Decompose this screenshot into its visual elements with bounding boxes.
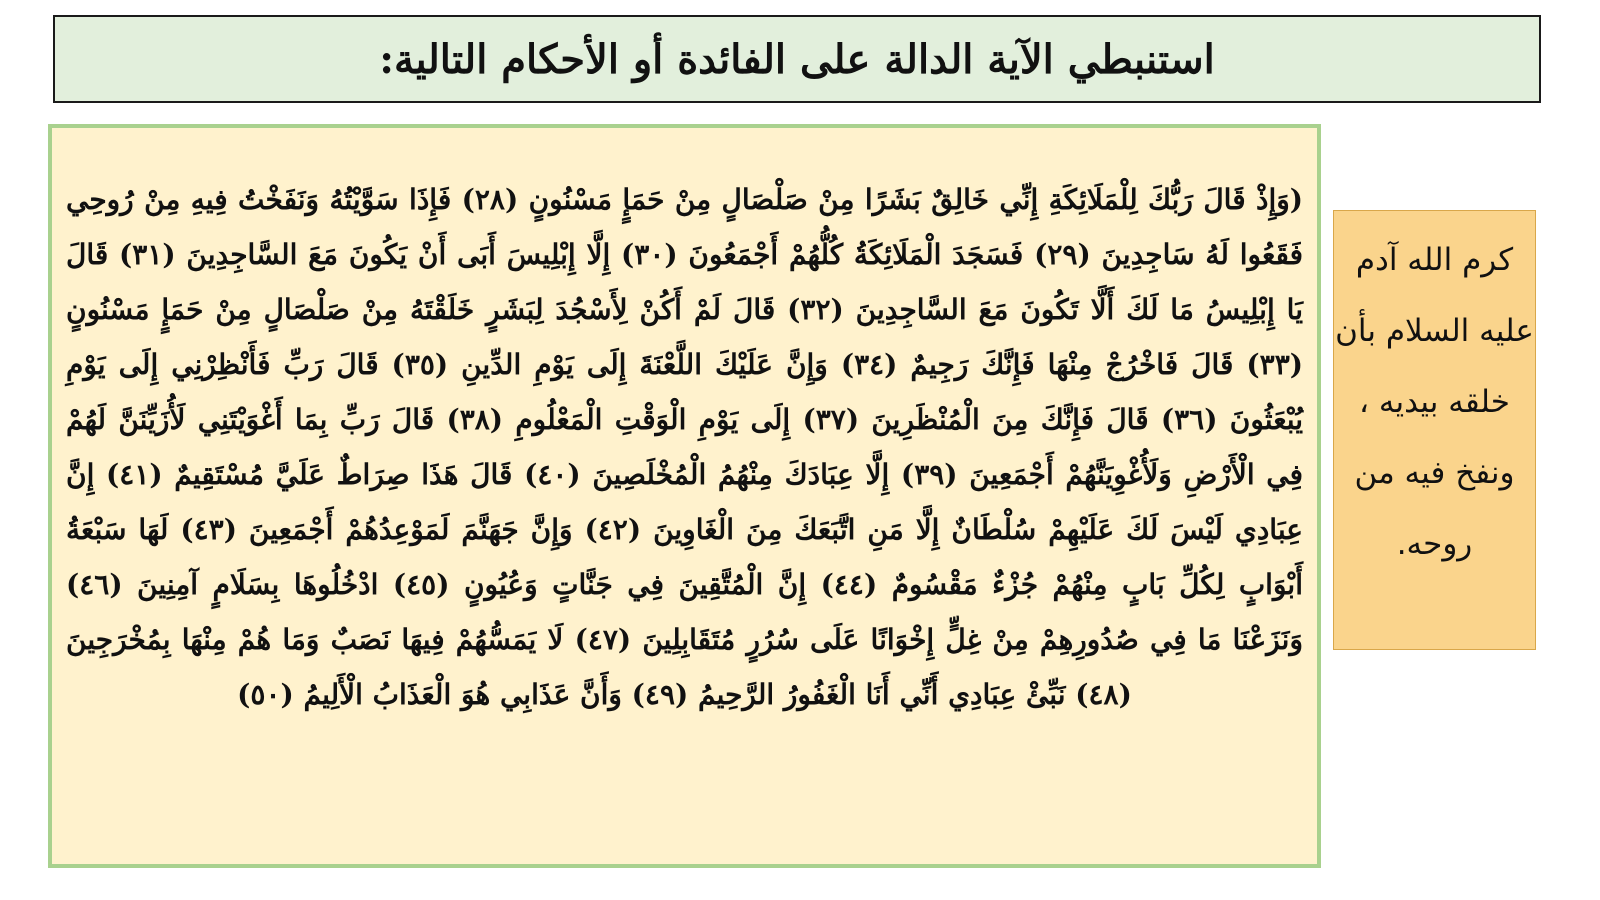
- verses-panel: [48, 124, 1321, 868]
- note-text: كرم الله آدم عليه السلام بأن خلقه بيديه ، ونفخ فيه من روحه.: [1335, 242, 1534, 562]
- quran-verses-text: (وَإِذْ قَالَ رَبُّكَ لِلْمَلَائِكَةِ إِنِّي خَالِقٌ بَشَرًا مِنْ صَلْصَالٍ مِنْ حَمَإٍ مَسْنُونٍ (٢٨) فَإِذَا سَوَّيْتُهُ وَنَفَخْتُ فِيهِ مِنْ رُوحِي فَقَعُوا لَهُ سَاجِدِينَ (٢٩) فَسَجَدَ الْمَلَائِكَةُ كُلُّهُمْ أَجْمَعُونَ (٣٠) إِلَّا إِبْلِيسَ أَبَى أَنْ يَكُونَ مَعَ السَّاجِدِينَ (٣١) قَالَ يَا إِبْلِيسُ مَا لَكَ أَلَّا تَكُونَ مَعَ السَّاجِدِينَ (٣٢) قَالَ لَمْ أَكُنْ لِأَسْجُدَ لِبَشَرٍ خَلَقْتَهُ مِنْ صَلْصَالٍ مِنْ حَمَإٍ مَسْنُونٍ (٣٣) قَالَ فَاخْرُجْ مِنْهَا فَإِنَّكَ رَجِيمٌ (٣٤) وَإِنَّ عَلَيْكَ اللَّعْنَةَ إِلَى يَوْمِ الدِّينِ (٣٥) قَالَ رَبِّ فَأَنْظِرْنِي إِلَى يَوْمِ يُبْعَثُونَ (٣٦) قَالَ فَإِنَّكَ مِنَ الْمُنْظَرِينَ (٣٧) إِلَى يَوْمِ الْوَقْتِ الْمَعْلُومِ (٣٨) قَالَ رَبِّ بِمَا أَغْوَيْتَنِي لَأُزَيِّنَنَّ لَهُمْ فِي الْأَرْضِ وَلَأُغْوِيَنَّهُمْ أَجْمَعِينَ (٣٩) إِلَّا عِبَادَكَ مِنْهُمُ الْمُخْلَصِينَ (٤٠) قَالَ هَذَا صِرَاطٌ عَلَيَّ مُسْتَقِيمٌ (٤١) إِنَّ عِبَادِي لَيْسَ لَكَ عَلَيْهِمْ سُلْطَانٌ إِلَّا مَنِ اتَّبَعَكَ مِنَ الْغَاوِينَ (٤٢) وَإِنَّ جَهَنَّمَ لَمَوْعِدُهُمْ أَجْمَعِينَ (٤٣) لَهَا سَبْعَةُ أَبْوَابٍ لِكُلِّ بَابٍ مِنْهُمْ جُزْءٌ مَقْسُومٌ (٤٤) إِنَّ الْمُتَّقِينَ فِي جَنَّاتٍ وَعُيُونٍ (٤٥) ادْخُلُوهَا بِسَلَامٍ آمِنِينَ (٤٦) وَنَزَعْنَا مَا فِي صُدُورِهِمْ مِنْ غِلٍّ إِخْوَانًا عَلَى سُرُرٍ مُتَقَابِلِينَ (٤٧) لَا يَمَسُّهُمْ فِيهَا نَصَبٌ وَمَا هُمْ مِنْهَا بِمُخْرَجِينَ (٤٨) نَبِّئْ عِبَادِي أَنِّي أَنَا الْغَفُورُ الرَّحِيمُ (٤٩) وَأَنَّ عَذَابِي هُوَ الْعَذَابُ الْأَلِيمُ (٥٠): [66, 183, 1304, 711]
- page-title: استنبطي الآية الدالة على الفائدة أو الأحكام التالية:: [379, 35, 1215, 83]
- note-card: [1333, 210, 1536, 650]
- title-banner: [53, 15, 1541, 103]
